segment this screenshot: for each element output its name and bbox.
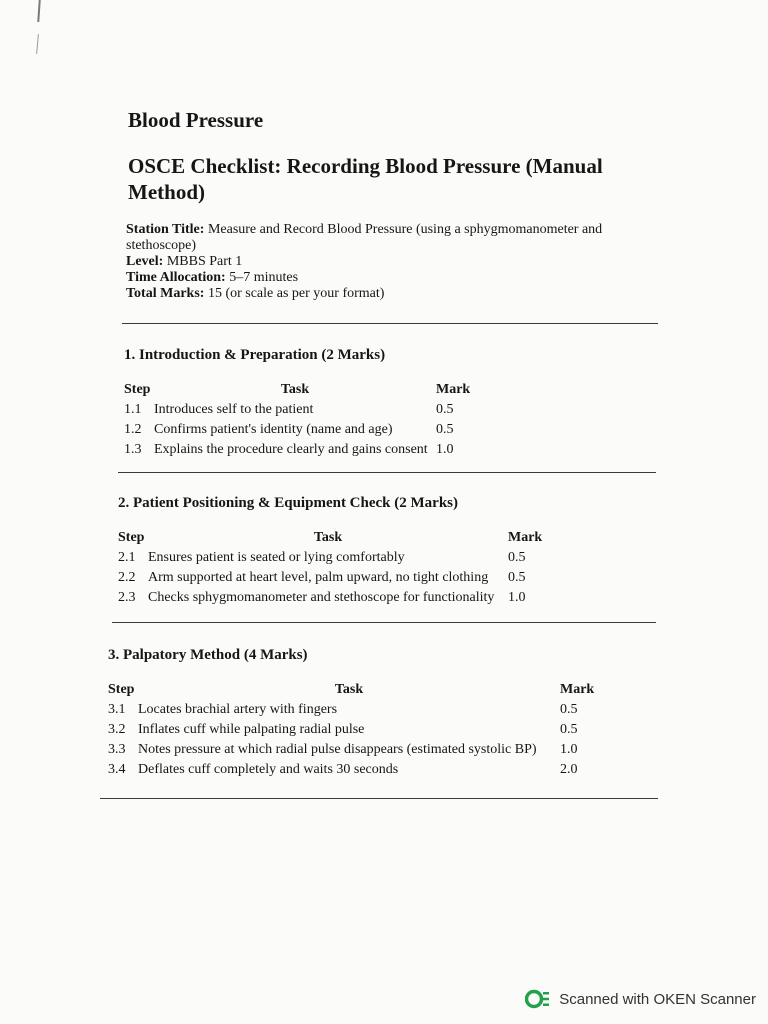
section-palpatory <box>108 647 594 782</box>
header-step: Step <box>118 530 145 545</box>
cell-step: 3.1 <box>108 702 126 717</box>
checklist-table <box>108 682 594 782</box>
document-heading: Blood Pressure <box>128 108 264 132</box>
meta-value: 5–7 minutes <box>229 270 299 285</box>
meta-label: Time Allocation: <box>126 270 226 285</box>
cell-step: 3.4 <box>108 762 126 777</box>
scan-artifact <box>36 34 39 54</box>
table-row <box>124 402 470 422</box>
section-title: 1. Introduction & Preparation (2 Marks) <box>124 347 386 363</box>
cell-task: Deflates cuff completely and waits 30 seconds <box>138 762 399 777</box>
cell-mark: 1.0 <box>436 442 454 457</box>
table-row <box>108 722 594 742</box>
cell-mark: 1.0 <box>560 742 578 757</box>
cell-step: 2.1 <box>118 550 136 565</box>
cell-mark: 0.5 <box>508 570 526 585</box>
header-task: Task <box>280 382 310 397</box>
meta-value: MBBS Part 1 <box>166 254 243 269</box>
header-step: Step <box>124 382 151 397</box>
cell-mark: 0.5 <box>508 550 526 565</box>
section-title: 2. Patient Positioning & Equipment Check (2 Marks) <box>118 495 459 511</box>
meta-total-marks <box>126 286 664 302</box>
meta-label: Level: <box>126 254 164 269</box>
cell-task: Ensures patient is seated or lying comfortably <box>148 550 405 565</box>
cell-mark: 2.0 <box>560 762 578 777</box>
cell-step: 3.2 <box>108 722 126 737</box>
cell-task: Inflates cuff while palpating radial pulse <box>138 722 365 737</box>
cell-mark: 0.5 <box>560 702 578 717</box>
document-title: OSCE Checklist: Recording Blood Pressure (Manual Method) <box>128 154 603 204</box>
header-mark: Mark <box>436 382 471 397</box>
oken-scanner-logo-icon <box>525 988 551 1010</box>
scanner-watermark <box>525 988 756 1010</box>
header-task: Task <box>313 530 343 545</box>
meta-label: Station Title: <box>126 222 205 237</box>
scanner-watermark-text: Scanned with OKEN Scanner <box>559 990 756 1008</box>
meta-station-title <box>126 222 664 254</box>
header-step: Step <box>108 682 135 697</box>
cell-task: Notes pressure at which radial pulse disappears (estimated systolic BP) <box>138 742 537 757</box>
cell-step: 1.1 <box>124 402 142 417</box>
table-row <box>124 422 470 442</box>
table-header-row <box>124 382 470 402</box>
table-row <box>118 550 542 570</box>
cell-task: Introduces self to the patient <box>154 402 314 417</box>
cell-step: 3.3 <box>108 742 126 757</box>
section-positioning <box>118 495 542 610</box>
table-row <box>118 570 542 590</box>
cell-step: 2.2 <box>118 570 136 585</box>
table-row <box>124 442 470 462</box>
section-title: 3. Palpatory Method (4 Marks) <box>108 647 308 663</box>
table-row <box>108 702 594 722</box>
table-header-row <box>118 530 542 550</box>
cell-mark: 0.5 <box>436 402 454 417</box>
cell-task: Explains the procedure clearly and gains consent <box>154 442 428 457</box>
cell-step: 1.3 <box>124 442 142 457</box>
table-row <box>118 590 542 610</box>
table-header-row <box>108 682 594 702</box>
table-row <box>108 762 594 782</box>
cell-task: Locates brachial artery with fingers <box>138 702 338 717</box>
checklist-table <box>124 382 470 462</box>
header-mark: Mark <box>508 530 543 545</box>
header-mark: Mark <box>560 682 595 697</box>
meta-value: 15 (or scale as per your format) <box>207 286 385 301</box>
scan-artifact <box>37 0 41 22</box>
cell-task: Confirms patient's identity (name and age) <box>154 422 393 437</box>
cell-mark: 0.5 <box>436 422 454 437</box>
divider <box>122 323 658 324</box>
section-introduction <box>124 347 470 462</box>
meta-level <box>126 254 664 270</box>
table-row <box>108 742 594 762</box>
cell-mark: 1.0 <box>508 590 526 605</box>
cell-step: 1.2 <box>124 422 142 437</box>
meta-label: Total Marks: <box>126 286 205 301</box>
header-task: Task <box>334 682 364 697</box>
checklist-table <box>118 530 542 610</box>
cell-step: 2.3 <box>118 590 136 605</box>
divider <box>100 798 658 799</box>
meta-time-allocation <box>126 270 664 286</box>
cell-mark: 0.5 <box>560 722 578 737</box>
cell-task: Checks sphygmomanometer and stethoscope for functionality <box>148 590 495 605</box>
meta-value: Measure and Record Blood Pressure (using a sphygmomanometer and stethoscope) <box>126 222 603 253</box>
station-meta <box>126 222 664 302</box>
document-page <box>124 108 664 302</box>
cell-task: Arm supported at heart level, palm upward, no tight clothing <box>148 570 489 585</box>
divider <box>118 472 656 473</box>
divider <box>112 622 656 623</box>
